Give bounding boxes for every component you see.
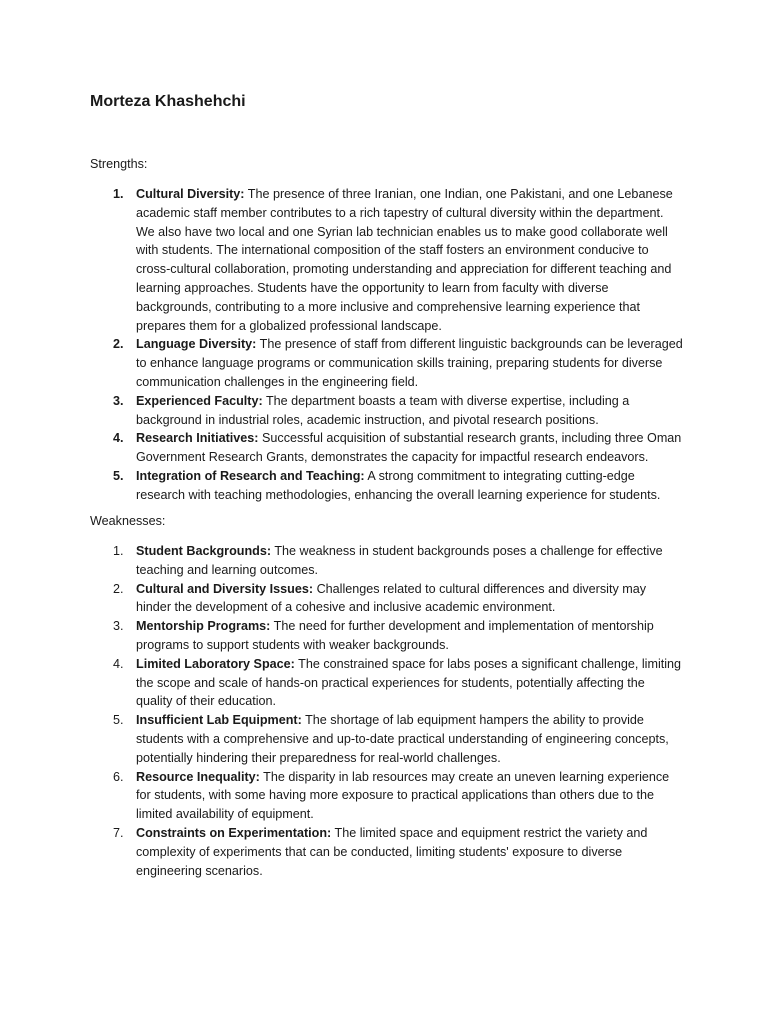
document-title: Morteza Khashehchi <box>90 93 246 110</box>
list-number: 3. <box>113 393 124 408</box>
item-term: Constraints on Experimentation: <box>136 825 332 840</box>
item-text: The presence of staff from different linguistic backgrounds can be leveraged to enhance language programs or communication skills training, preparing students for diverse communication challenges in the engineering field. <box>136 337 683 389</box>
item-term: Limited Laboratory Space: <box>136 656 295 671</box>
item-text: A strong commitment to integrating cutting-edge research with teaching methodologies, enhancing the overall learning experience for students. <box>136 468 661 502</box>
item-term: Research Initiatives: <box>136 431 259 446</box>
strength-item-experienced-faculty <box>0 392 768 430</box>
weaknesses-heading: Weaknesses: <box>90 514 166 528</box>
item-text: The shortage of lab equipment hampers the ability to provide students with a comprehensive and up-to-date practical understanding of engineering concepts, potentially hindering their preparedness for real-world challenges. <box>136 713 669 765</box>
weaknesses-list <box>0 542 768 880</box>
list-number: 2. <box>113 581 124 596</box>
weakness-item-experimentation-constraints <box>0 824 768 880</box>
weakness-item-cultural-diversity-issues <box>0 580 768 618</box>
list-number: 5. <box>113 468 124 483</box>
item-text: The need for further development and implementation of mentorship programs to support students with weaker backgrounds. <box>136 619 654 652</box>
list-number: 4. <box>113 431 124 446</box>
item-text: The department boasts a team with diverse expertise, including a background in industrial roles, academic instruction, and pivotal research positions. <box>136 393 630 427</box>
strength-item-cultural-diversity <box>0 185 768 335</box>
item-text: The presence of three Iranian, one Indian, one Pakistani, and one Lebanese academic staff member contributes to a rich tapestry of cultural diversity within the department. We also have two local and one Syrian lab technician enables us to make good collaborate well with students. The international composition of the staff fosters an environment conducive to cross-cultural collaboration, promoting understanding and appreciation for different teaching and learning approaches. Students have the opportunity to learn from faculty with diverse backgrounds, contributing to a more inclusive and comprehensive learning experience that prepares them for a globalized professional landscape. <box>136 187 673 333</box>
list-number: 4. <box>113 656 124 671</box>
list-number: 1. <box>113 544 124 558</box>
item-term: Resource Inequality: <box>136 769 260 784</box>
item-term: Experienced Faculty: <box>136 393 263 408</box>
list-number: 1. <box>113 187 124 201</box>
weakness-item-student-backgrounds <box>0 542 768 580</box>
item-term: Cultural Diversity: <box>136 187 245 201</box>
weakness-item-insufficient-lab-equipment <box>0 711 768 767</box>
list-number: 6. <box>113 769 124 784</box>
list-number: 5. <box>113 713 124 728</box>
list-number: 3. <box>113 619 124 634</box>
item-term: Student Backgrounds: <box>136 544 272 558</box>
list-number: 2. <box>113 337 124 352</box>
item-term: Insufficient Lab Equipment: <box>136 713 302 728</box>
item-term: Cultural and Diversity Issues: <box>136 581 314 596</box>
strength-item-research-initiatives <box>0 429 768 467</box>
strength-item-language-diversity <box>0 335 768 391</box>
item-text: The constrained space for labs poses a significant challenge, limiting the scope and scale of hands-on practical experiences for students, potentially affecting the quality of their education. <box>136 656 682 709</box>
weakness-item-limited-lab-space <box>0 655 768 711</box>
item-text: The limited space and equipment restrict the variety and complexity of experiments that can be conducted, limiting students' exposure to diverse engineering scenarios. <box>136 825 648 878</box>
item-term: Language Diversity: <box>136 337 257 352</box>
strengths-list <box>0 185 768 505</box>
item-text: Challenges related to cultural differences and diversity may hinder the development of a cohesive and inclusive academic environment. <box>136 581 647 615</box>
weakness-item-mentorship-programs <box>0 617 768 655</box>
strengths-heading: Strengths: <box>90 157 148 171</box>
weakness-item-resource-inequality <box>0 768 768 824</box>
item-text: The disparity in lab resources may create an uneven learning experience for students, with some having more exposure to practical applications than others due to the limited availability of equipment. <box>136 769 670 822</box>
strength-item-research-teaching-integration <box>0 467 768 505</box>
list-number: 7. <box>113 825 124 840</box>
item-term: Integration of Research and Teaching: <box>136 468 365 483</box>
item-text: The weakness in student backgrounds poses a challenge for effective teaching and learning outcomes. <box>136 544 663 577</box>
item-text: Successful acquisition of substantial research grants, including three Oman Government Research Grants, demonstrates the capacity for impactful research endeavors. <box>136 431 682 465</box>
item-term: Mentorship Programs: <box>136 619 271 634</box>
